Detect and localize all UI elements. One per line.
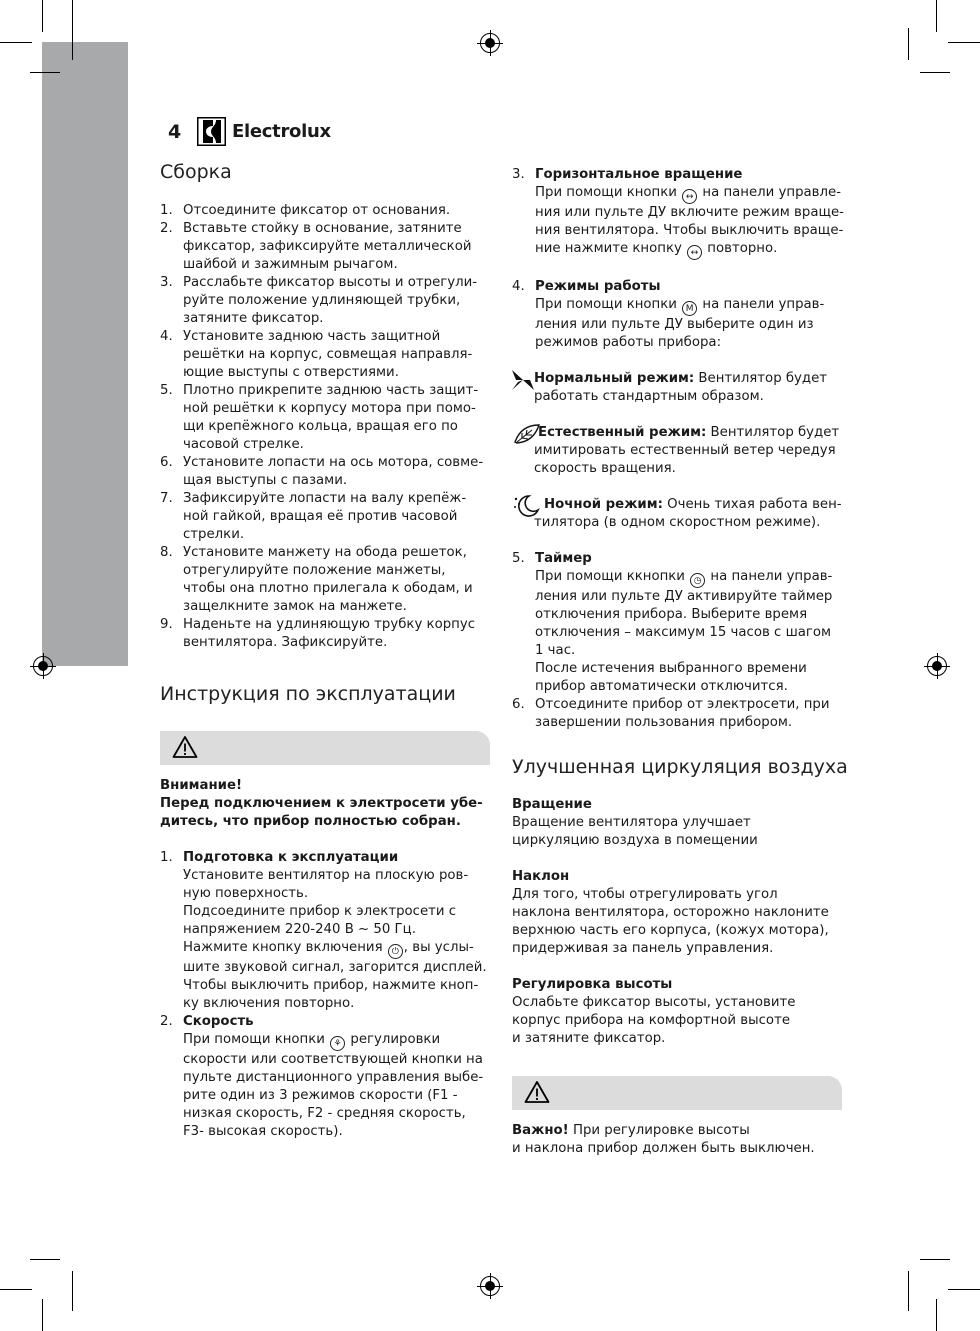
item-number: 5. [512,551,525,566]
text-line: фиксатор, зафиксируйте металлической [183,239,472,254]
text-line: отрегулируйте положение манжеты, [183,563,446,578]
rotation-item [512,166,844,260]
clock-icon: ◷ [690,573,705,588]
text-line: корпус прибора на комфортной высоте [512,1013,790,1028]
item-number: 6. [512,697,525,712]
right-column [512,166,844,732]
text-line: придерживая за панель управления. [512,941,774,956]
prep-item [160,849,490,1013]
normal-mode [512,370,844,388]
mode-label: Ночной режим: [544,497,663,512]
crop-mark [42,0,43,32]
crop-mark [936,1299,937,1331]
airflow-title: Улучшенная циркуляция воздуха [512,756,848,778]
text-line: ления или пульте ДУ выберите один из [535,317,814,332]
text-segment: на панели управле- [698,185,842,200]
text-line: режимов работы прибора: [535,335,722,350]
text-line: После истечения выбранного времени [535,661,807,676]
assembly-list [160,202,490,652]
text-line: шите звуковой сигнал, загорится дисплей. [183,960,487,975]
text-line: Подсоедините прибор к электросети с [183,904,457,919]
assembly-step [160,274,490,328]
text-line: ния или пульте ДУ включите режим враще- [535,205,844,220]
modes-item [512,278,844,352]
item-number: 4. [160,329,173,344]
mode-button-icon: M [682,301,697,316]
text-line: отключения прибора. Выберите время [535,607,808,622]
text-line: решётки на корпус, совмещая направля- [183,347,473,362]
text-segment: , вы услы- [403,940,474,955]
assembly-step [160,328,490,382]
text-line: отключения – максимум 15 часов с шагом [535,625,832,640]
text-line: вентилятора. Зафиксируйте. [183,635,388,650]
text-line: завершении пользования прибором. [535,715,793,730]
text-line: наклона вентилятора, осторожно наклоните [512,905,829,920]
text-segment: Вентилятор будет [694,371,828,386]
night-mode [512,496,844,514]
registration-mark-icon [927,656,947,676]
important-note [512,1122,844,1158]
text-line: пульте дистанционного управления выбе- [183,1070,484,1085]
text-segment: При помощи кнопки [183,1032,330,1047]
text-line: защелкните замок на манжете. [183,599,407,614]
text-line: скорость вращения. [534,461,676,476]
text-line: напряжением 220-240 В ~ 50 Гц. [183,922,416,937]
text-line: Для того, чтобы отрегулировать угол [512,887,778,902]
text-line: имитировать естественный ветер чередуя [534,443,836,458]
tilt-subtitle: Наклон [512,869,570,884]
crop-mark [42,1299,43,1331]
power-icon: ⏻ [388,944,403,959]
item-number: 9. [160,617,173,632]
text-line: циркуляцию воздуха в помещении [512,833,758,848]
text-line: работать стандартным образом. [534,389,764,404]
crop-mark [30,1259,60,1260]
timer-title: Таймер [535,551,592,566]
text-line: Установите манжету на обода решеток, [183,545,467,560]
oscillation-icon: ↔ [682,189,697,204]
warning-icon [172,735,198,759]
moon-night-mode-icon [512,494,542,518]
speed-title: Скорость [183,1014,254,1029]
text-segment: Нажмите кнопку включения [183,940,387,955]
item-number: 2. [160,221,173,236]
assembly-title: Сборка [160,161,232,183]
natural-mode [512,424,844,442]
crop-mark [72,1271,73,1311]
text-line: Установите заднюю часть защитной [183,329,441,344]
text-line: ную поверхность. [183,886,309,901]
text-line: Установите лопасти на ось мотора, совме- [183,455,484,470]
warning-text-line: дитесь, что прибор полностью собран. [160,814,461,829]
text-line: щи крепёжного кольца, вращая его по [183,419,458,434]
text-segment: регулировки [346,1032,441,1047]
item-number: 3. [160,275,173,290]
text-line: ющие выступы с отверстиями. [183,365,399,380]
text-line: низкая скорость, F2 - средняя скорость, [183,1106,466,1121]
item-number: 1. [160,203,173,218]
warning-title: Внимание! [160,778,243,793]
text-line: рите один из 3 режимов скорости (F1 - [183,1088,458,1103]
text-line: Установите вентилятор на плоскую ров- [183,868,469,883]
text-line: часовой стрелке. [183,437,304,452]
text-line: F3- высокая скорость). [183,1124,343,1139]
assembly-step [160,616,490,652]
item-number: 4. [512,279,525,294]
text-line: ку включения повторно. [183,996,355,1011]
text-line: 1 час. [535,643,576,658]
assembly-step [160,202,490,220]
operation-title: Инструкция по эксплуатации [160,683,456,705]
item-number: 2. [160,1014,173,1029]
text-line: шайбой и зажимным рычагом. [183,257,398,272]
rotation-subtitle: Вращение [512,797,592,812]
text-segment: При помощи ккнопки [535,569,690,584]
text-line: верхнюю часть его корпуса, (кожух мотора), [512,923,829,938]
important-label: Важно! [512,1123,569,1138]
text-line: Чтобы выключить прибор, нажмите кноп- [183,978,479,993]
rotation-title: Горизонтальное вращение [535,167,743,182]
mode-label: Нормальный режим: [534,371,695,386]
assembly-step [160,220,490,274]
crop-mark [0,42,32,43]
crop-mark [936,0,937,32]
page-number: 4 [168,121,182,143]
brand-name: Electrolux [232,121,331,142]
modes-title: Режимы работы [535,279,661,294]
crop-mark [948,1289,980,1290]
crop-mark [72,0,73,60]
text-segment: Вентилятор будет [706,425,840,440]
text-line: Наденьте на удлиняющую трубку корпус [183,617,476,632]
height-subtitle: Регулировка высоты [512,977,673,992]
text-line: Плотно прикрепите заднюю часть защит- [183,383,479,398]
crop-mark [0,1289,32,1290]
text-segment: на панели управ- [706,569,833,584]
important-banner [512,1076,842,1110]
warning-text-line: Перед подключением к электросети убе- [160,796,483,811]
text-line: чтобы она плотно прилегала к ободам, и [183,581,473,596]
text-line: ной решётки к корпусу мотора при помо- [183,401,476,416]
text-segment: Очень тихая работа вен- [662,497,842,512]
registration-mark-icon [480,1276,500,1296]
side-tab-bar [42,42,128,666]
item-number: 1. [160,850,173,865]
electrolux-logo-icon [197,117,226,146]
item-number: 5. [160,383,173,398]
warning-banner [160,731,490,765]
mode-label: Естественный режим: [538,425,707,440]
text-line: Отсоедините фиксатор от основания. [183,203,451,218]
text-line: тилятора (в одном скоростном режиме). [534,515,821,530]
timer-item [512,550,844,696]
text-segment: При помощи кнопки [535,185,682,200]
text-line: Расслабьте фиксатор высоты и отрегули- [183,275,478,290]
leaf-natural-mode-icon [512,422,542,446]
registration-mark-icon [480,33,500,53]
assembly-step [160,454,490,490]
crop-mark [920,72,950,73]
text-line: стрелки. [183,527,245,542]
text-segment: на панели управ- [698,297,825,312]
assembly-step [160,544,490,616]
assembly-step [160,490,490,544]
prep-title: Подготовка к эксплуатации [183,850,399,865]
crop-mark [908,1271,909,1311]
text-segment: При регулировке высоты [568,1123,750,1138]
text-line: Вставьте стойку в основание, затяните [183,221,462,236]
text-line: ления или пульте ДУ активируйте таймер [535,589,833,604]
text-line: руйте положение удлиняющей трубки, [183,293,461,308]
text-line: и наклона прибор должен быть выключен. [512,1141,815,1156]
text-segment: ние нажмите кнопку [535,241,687,256]
crop-mark [908,28,909,60]
assembly-step [160,382,490,454]
airflow-section [512,796,844,1048]
text-line: Отсоедините прибор от электросети, при [535,697,830,712]
text-segment: повторно. [703,241,778,256]
text-line: прибор автоматически отключится. [535,679,788,694]
text-line: и затяните фиксатор. [512,1031,666,1046]
fan-normal-mode-icon [508,368,538,392]
item-number: 7. [160,491,173,506]
text-line: Зафиксируйте лопасти на валу крепёж- [183,491,467,506]
text-line: щая выступы с пазами. [183,473,348,488]
text-line: Вращение вентилятора улучшает [512,815,751,830]
crop-mark [920,1259,950,1260]
registration-mark-icon [33,656,53,676]
text-line: ния вентилятора. Чтобы выключить враще- [535,223,844,238]
oscillation-icon: ↔ [687,245,702,260]
speed-item [160,1013,490,1141]
text-line: Ослабьте фиксатор высоты, установите [512,995,796,1010]
item-number: 8. [160,545,173,560]
item-number: 3. [512,167,525,182]
text-line: ной гайкой, вращая её против часовой [183,509,458,524]
warning-icon [524,1080,550,1104]
item-number: 6. [160,455,173,470]
text-line: затяните фиксатор. [183,311,324,326]
fan-speed-icon: ⚘ [330,1036,345,1051]
text-line: скорости или соответствующей кнопки на [183,1052,483,1067]
crop-mark [30,72,60,73]
text-segment: При помощи кнопки [535,297,682,312]
disconnect-item [512,696,844,732]
crop-mark [948,42,980,43]
operation-section [160,777,490,1141]
